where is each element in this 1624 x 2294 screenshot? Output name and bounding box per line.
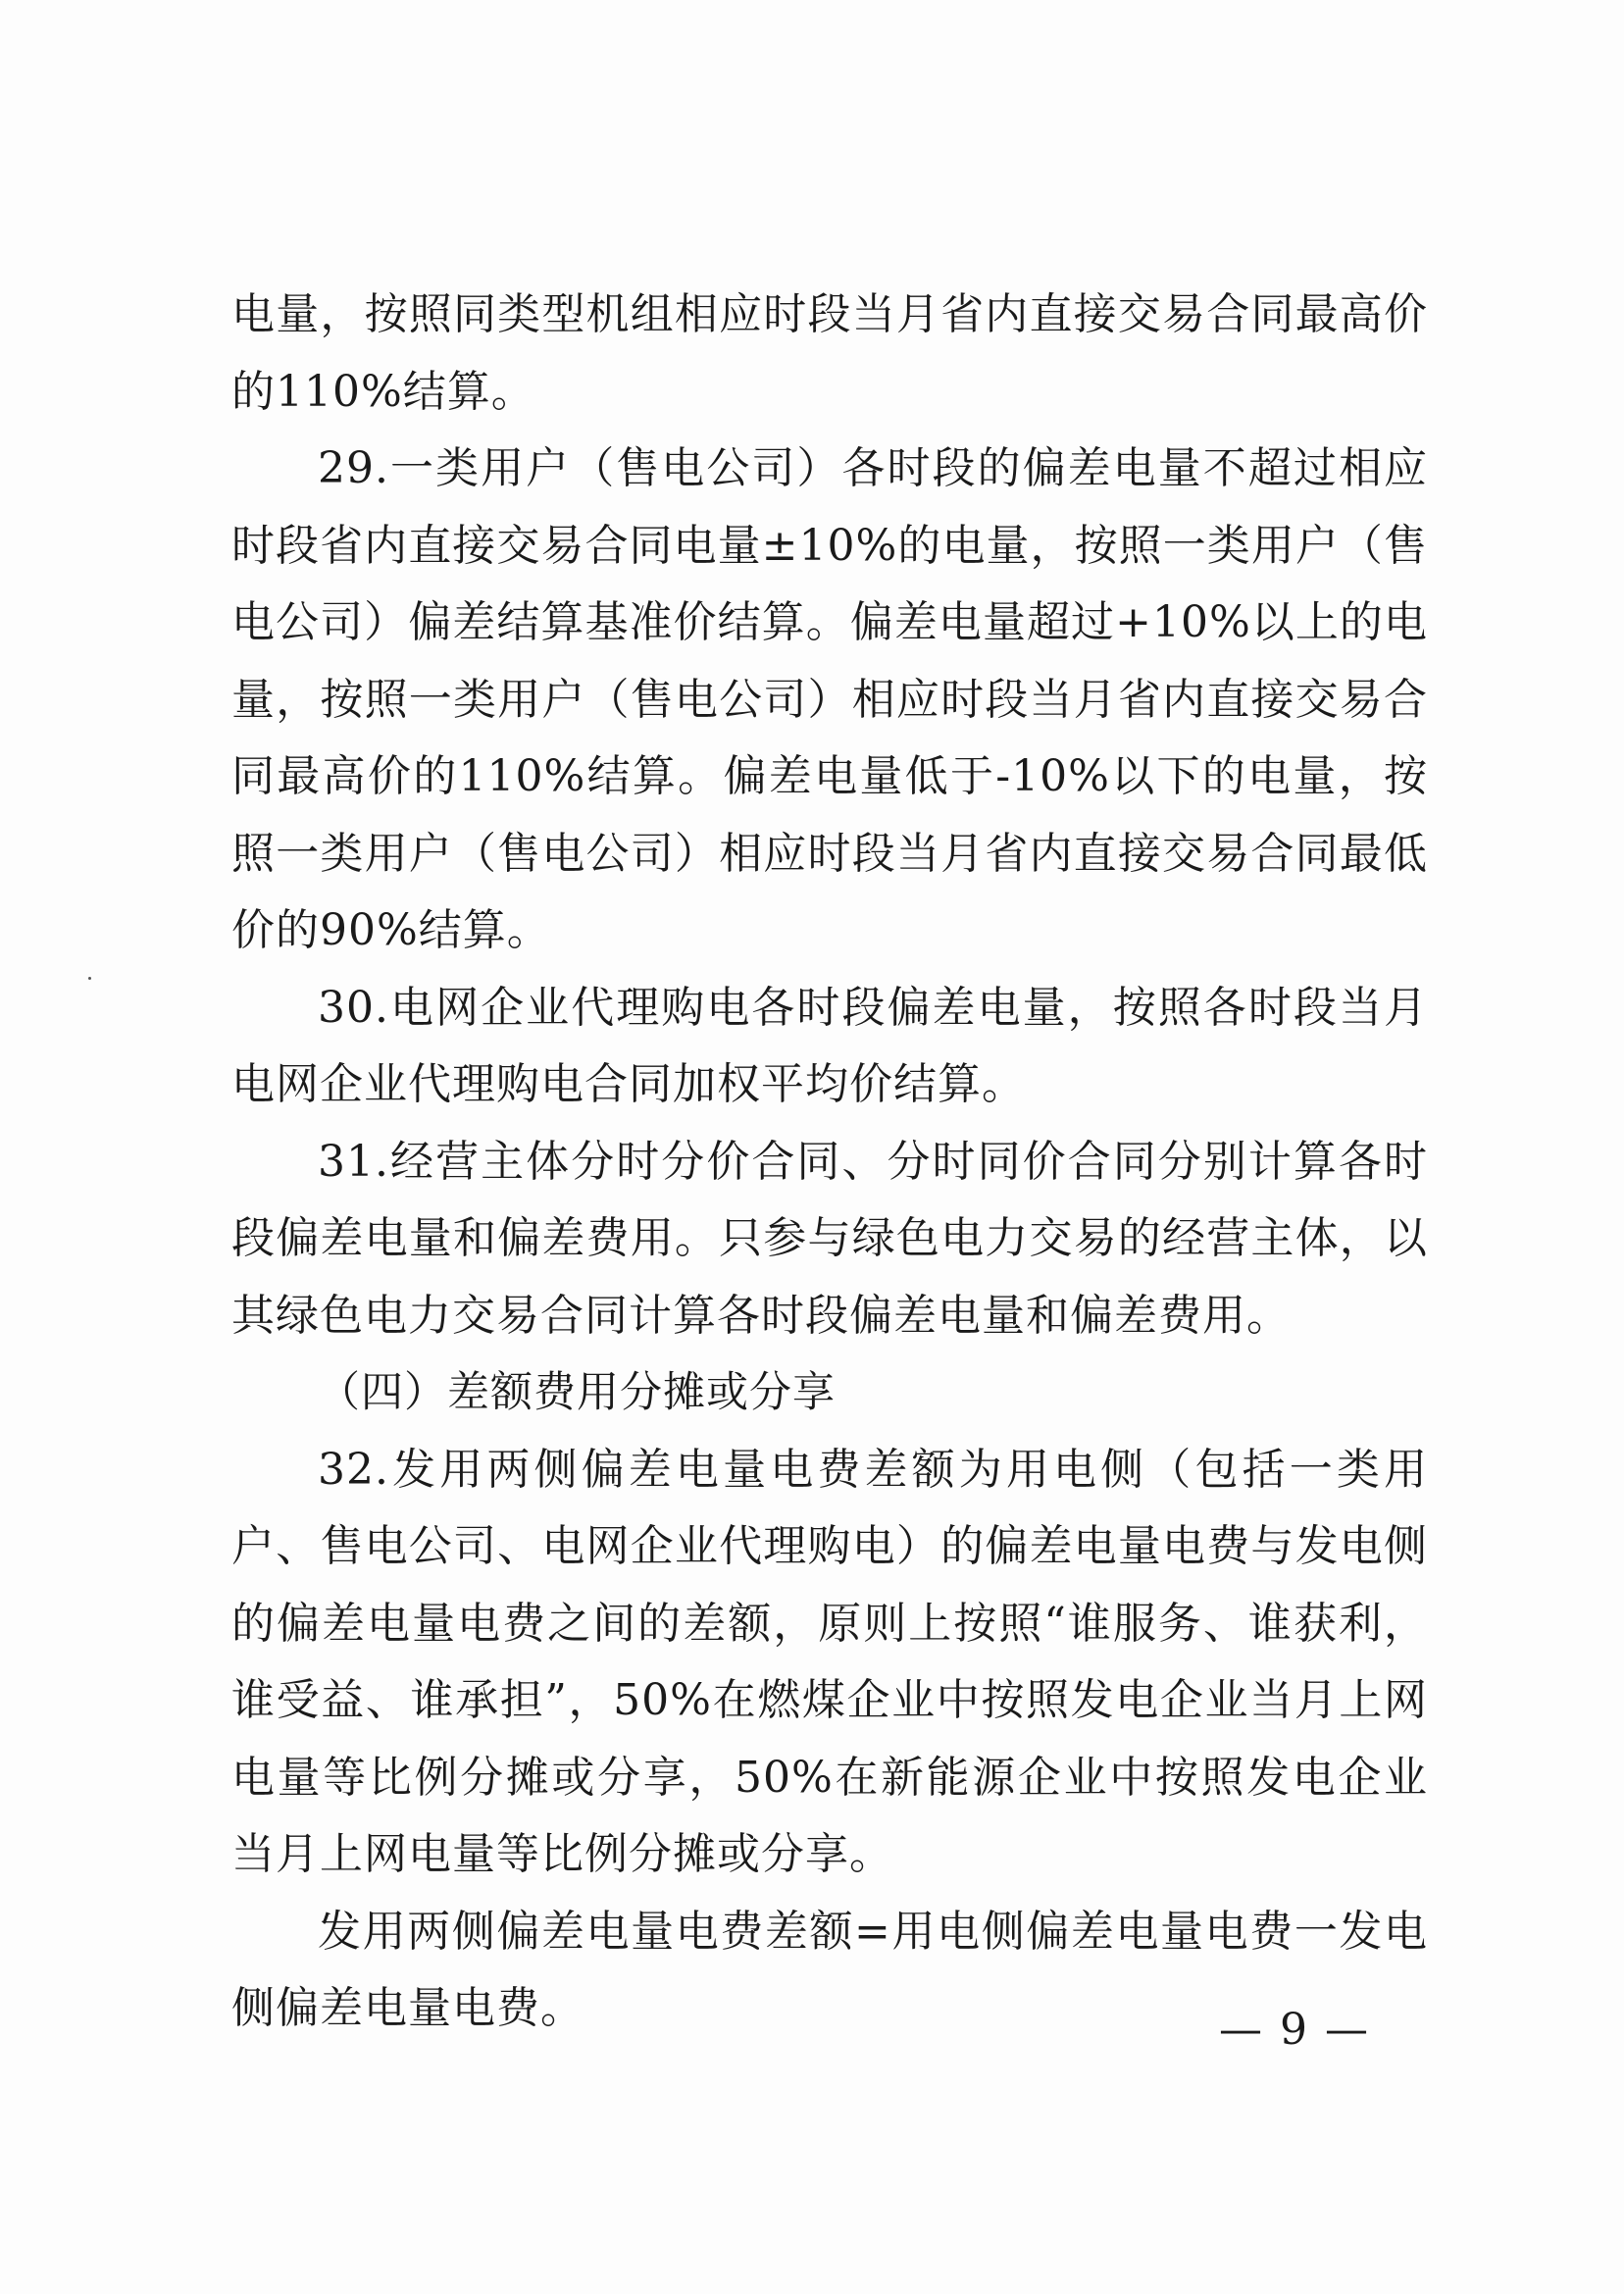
paragraph-32: 32.发用两侧偏差电量电费差额为用电侧（包括一类用户、售电公司、电网企业代理购电）的偏差电量电费与发电侧的偏差电量电费之间的差额，原则上按照“谁服务、谁获利，谁受益、谁承担”，50%在燃煤企业中按照发电企业当月上网电量等比例分摊或分享，50%在新能源企业中按照发电企业当月上网电量等比例分摊或分享。 — [231, 1444, 1428, 1879]
paragraph-29: 29.一类用户（售电公司）各时段的偏差电量不超过相应时段省内直接交易合同电量±10%的电量，按照一类用户（售电公司）偏差结算基准价结算。偏差电量超过+10%以上的电量，按照一类用户（售电公司）相应时段当月省内直接交易合同最高价的110%结算。偏差电量低于-10%以下的电量，按照一类用户（售电公司）相应时段当月省内直接交易合同最低价的90%结算。 — [231, 443, 1428, 955]
scan-speck — [88, 977, 91, 980]
paragraph-formula: 发用两侧偏差电量电费差额=用电侧偏差电量电费一发电侧偏差电量电费。 — [231, 1906, 1428, 2033]
paragraph-30: 30.电网企业代理购电各时段偏差电量，按照各时段当月电网企业代理购电合同加权平均价结算。 — [231, 982, 1428, 1109]
paragraph-continuation: 电量，按照同类型机组相应时段当月省内直接交易合同最高价的110%结算。 — [231, 289, 1428, 417]
document-body — [231, 277, 1428, 2048]
page-number: — 9 — — [1219, 2005, 1370, 2055]
section-heading-4: （四）差额费用分摊或分享 — [318, 1368, 836, 1417]
paragraph-31: 31.经营主体分时分价合同、分时同价合同分别计算各时段偏差电量和偏差费用。只参与绿色电力交易的经营主体，以其绿色电力交易合同计算各时段偏差电量和偏差费用。 — [231, 1136, 1428, 1341]
